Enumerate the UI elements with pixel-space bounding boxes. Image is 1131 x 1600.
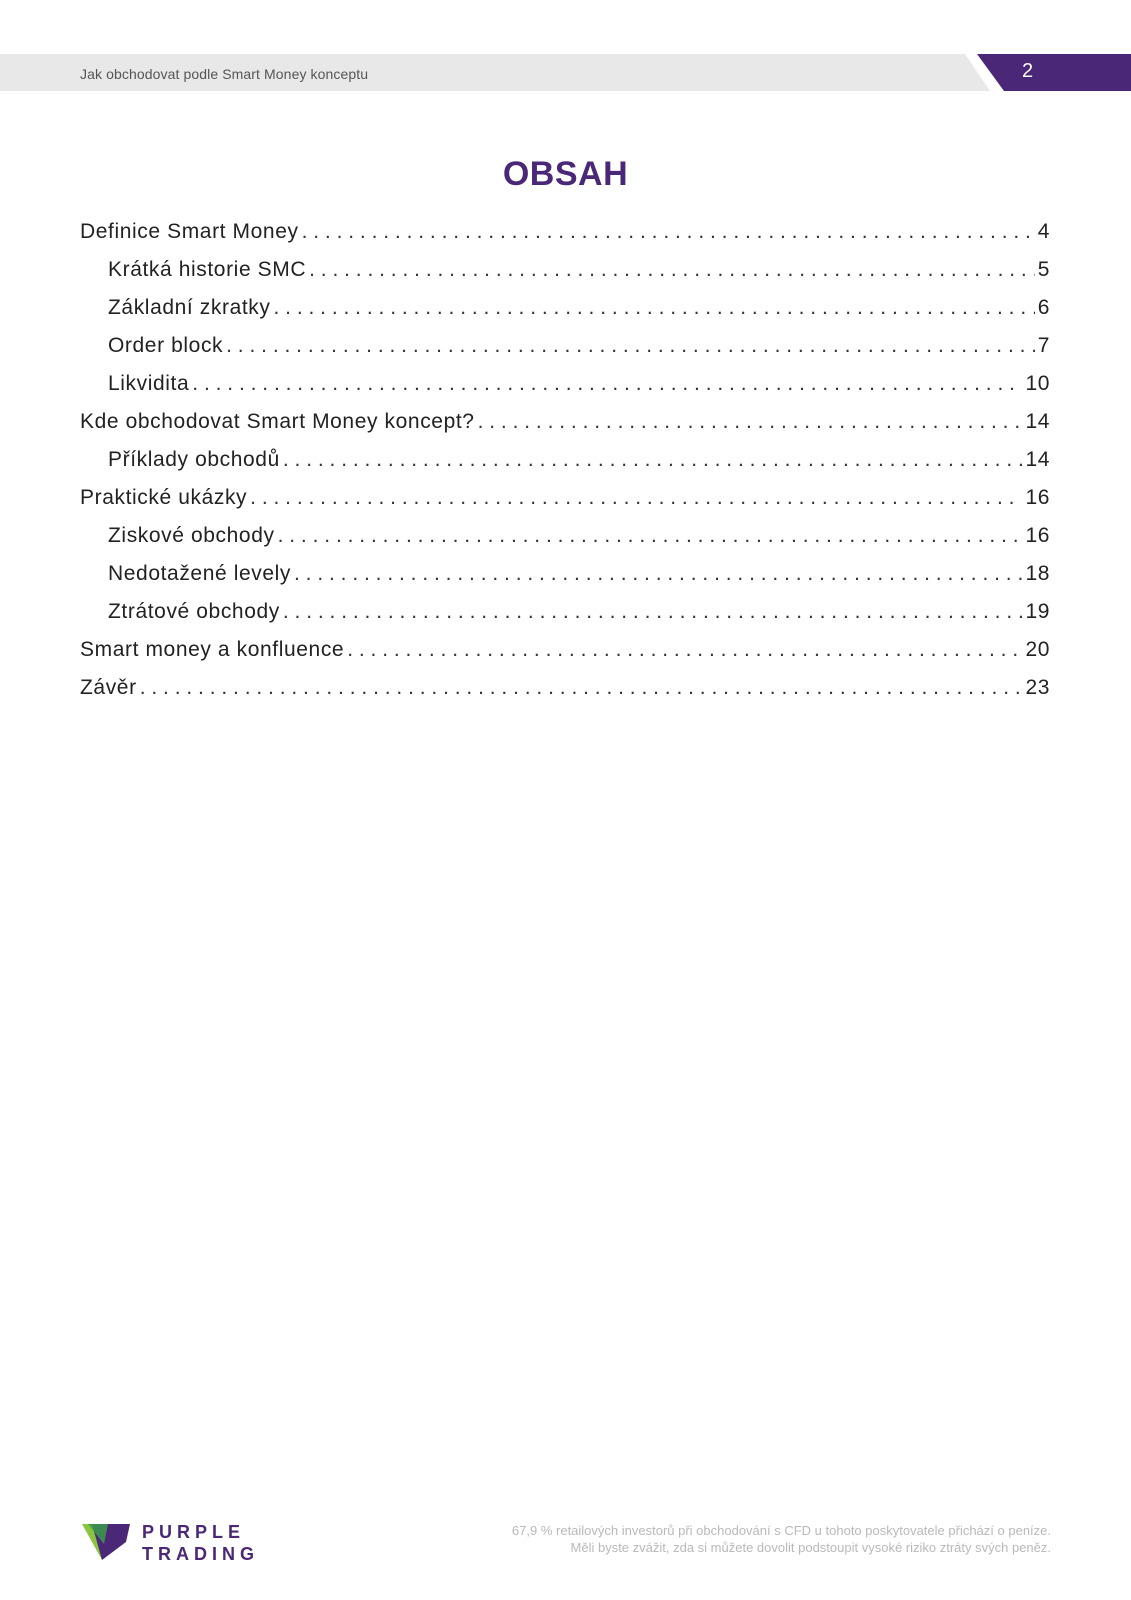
toc-entry[interactable] (80, 486, 1050, 524)
risk-disclaimer (431, 1522, 1051, 1556)
page-number: 2 (1022, 60, 1034, 82)
purple-trading-logo (82, 1520, 272, 1580)
toc-leader-dots (250, 486, 1022, 510)
toc-leader-dots (274, 296, 1035, 320)
toc-entry[interactable] (80, 372, 1050, 410)
toc-entry-label: Základní zkratky (108, 296, 271, 319)
toc-entry-page: 16 (1025, 486, 1050, 509)
toc-entry-label: Order block (108, 334, 224, 357)
page-number-badge (977, 54, 1131, 91)
toc-entry-page: 19 (1025, 600, 1050, 623)
toc-leader-dots (478, 410, 1023, 434)
toc-entry-page: 18 (1025, 562, 1050, 585)
toc-entry-label: Závěr (80, 676, 137, 699)
logo-word-trading: TRADING (142, 1544, 259, 1564)
toc-entry-page: 4 (1037, 220, 1050, 243)
toc-leader-dots (309, 258, 1035, 282)
logo-word-purple: PURPLE (142, 1522, 246, 1542)
disclaimer-line: Měli byste zvážit, zda si můžete dovolit podstoupit vysoké riziko ztráty svých peněz. (570, 1540, 1051, 1555)
toc-leader-dots (283, 600, 1023, 624)
toc-entry[interactable] (80, 638, 1050, 676)
toc-entry-page: 20 (1025, 638, 1050, 661)
toc-leader-dots (302, 220, 1035, 244)
toc-entry-page: 14 (1025, 448, 1050, 471)
toc-leader-dots (226, 334, 1035, 358)
toc-entry-label: Nedotažené levely (108, 562, 291, 585)
toc-entry[interactable] (80, 524, 1050, 562)
toc-entry[interactable] (80, 600, 1050, 638)
toc-entry-page: 7 (1037, 334, 1050, 357)
toc-entry-page: 14 (1025, 410, 1050, 433)
toc-leader-dots (192, 372, 1022, 396)
toc-entry[interactable] (80, 220, 1050, 258)
toc-leader-dots (283, 448, 1023, 472)
toc-entry-page: 5 (1037, 258, 1050, 281)
toc-entry-label: Definice Smart Money (80, 220, 299, 243)
toc-entry[interactable] (80, 448, 1050, 486)
toc-heading: OBSAH (502, 155, 629, 193)
toc-entry-label: Příklady obchodů (108, 448, 280, 471)
toc-entry-label: Praktické ukázky (80, 486, 248, 509)
toc-entry-label: Ztrátové obchody (108, 600, 280, 623)
toc-entry[interactable] (80, 676, 1050, 714)
disclaimer-line: 67,9 % retailových investorů při obchodování s CFD u tohoto poskytovatele přichází o peníze. (511, 1523, 1051, 1538)
toc-entry-label: Smart money a konfluence (80, 638, 345, 661)
toc-entry[interactable] (80, 562, 1050, 600)
toc-entry-label: Likvidita (108, 372, 190, 395)
toc-entry[interactable] (80, 410, 1050, 448)
toc-entry-page: 10 (1025, 372, 1050, 395)
toc-leader-dots (278, 524, 1023, 548)
toc-entry-label: Kde obchodovat Smart Money koncept? (80, 410, 475, 433)
toc-leader-dots (294, 562, 1022, 586)
toc-entry[interactable] (80, 258, 1050, 296)
toc-entry[interactable] (80, 334, 1050, 372)
toc-entry-page: 16 (1025, 524, 1050, 547)
toc-entry-page: 6 (1037, 296, 1050, 319)
toc-entry-page: 23 (1025, 676, 1050, 699)
logo-mark-icon (82, 1520, 132, 1564)
toc-entry-label: Ziskové obchody (108, 524, 275, 547)
toc-leader-dots (140, 676, 1023, 700)
toc-entry-label: Krátká historie SMC (108, 258, 307, 281)
document-title: Jak obchodovat podle Smart Money konceptu (80, 66, 369, 82)
toc-entry[interactable] (80, 296, 1050, 334)
toc-leader-dots (347, 638, 1022, 662)
table-of-contents (80, 220, 1050, 714)
